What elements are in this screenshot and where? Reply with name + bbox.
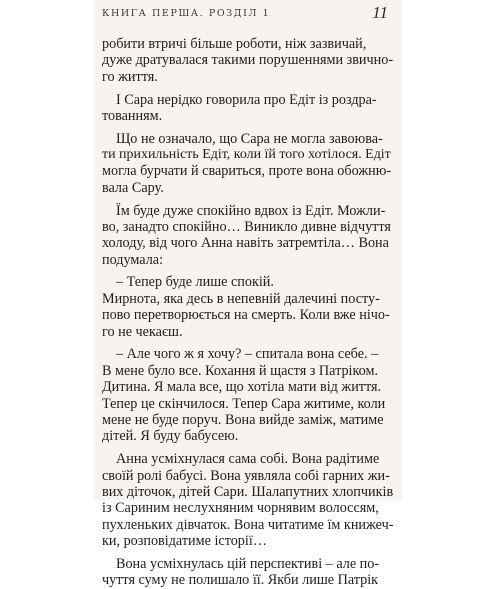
- text-line: вих діточок, дітей Сари. Шалапутних хлопчиків: [102, 483, 394, 500]
- text-line: Анна усміхнулася сама собі. Вона радітиме: [116, 451, 380, 468]
- text-line: дуже дратувалася такими порушеннями звично-: [102, 52, 394, 69]
- page-number: 11: [372, 3, 388, 22]
- text-line: во, занадто спокійно… Виникло дивне відчуття: [102, 218, 391, 235]
- text-line: із Сариним неслухняним чорнявим волоссям,: [102, 500, 379, 517]
- text-line: тованням.: [102, 107, 163, 124]
- text-line: вала Сару.: [102, 179, 164, 196]
- paragraph: [102, 92, 394, 125]
- paragraph: [102, 131, 394, 197]
- text-line: го життя.: [102, 68, 158, 85]
- paragraph: [102, 451, 394, 549]
- text-line: пухленьких дівчаток. Вона читатиме їм книжеч-: [102, 516, 394, 533]
- text-line: ки, розповідатиме історії…: [102, 533, 267, 550]
- text-line: – Але чого ж я хочу? – спитала вона себе. –: [116, 346, 379, 363]
- text-line: В мене було все. Кохання й щастя з Патріком.: [102, 362, 379, 379]
- text-line: Тепер це скінчилося. Тепер Сара житиме, коли: [102, 395, 386, 412]
- text-line: подумала:: [102, 251, 164, 268]
- text-line: мене не буде поруч. Вона вийде заміж, матиме: [102, 412, 384, 429]
- text-line: могла бурчати й свариться, проте вона обожню-: [102, 163, 392, 180]
- body-text: [102, 36, 394, 589]
- text-line: Вона усміхнулась цій перспективі – але по-: [116, 555, 380, 572]
- paragraph: [102, 203, 394, 269]
- running-head: КНИГА ПЕРША. РОЗДІЛ 1: [102, 8, 271, 19]
- text-line: І Сара нерідко говорила про Едіт із роздра-: [116, 91, 377, 108]
- text-line: – Тепер буде лише спокій.: [116, 274, 274, 291]
- paragraph: [102, 346, 394, 444]
- text-line: своїй ролі бабусі. Вона уявляла собі гарних жи-: [102, 467, 390, 484]
- text-line: Їм буде дуже спокійно вдвох із Едіт. Можли-: [116, 202, 386, 219]
- paragraph: [102, 36, 394, 85]
- text-line: дітей. Я буду бабусею.: [102, 428, 239, 445]
- text-line: Мирнота, яка десь в непевній далечині посту-: [102, 290, 380, 307]
- text-line: го не чекаєш.: [102, 323, 183, 340]
- text-line: пово перетворюється на смерть. Коли вже нічо-: [102, 307, 390, 324]
- book-page: [94, 0, 402, 589]
- text-line: Дитина. Я мала все, що хотіла мати від життя.: [102, 379, 382, 396]
- text-line: чуття суму не полишало її. Якби лише Патрік: [102, 572, 379, 589]
- paragraph: [102, 556, 394, 589]
- text-line: ти прихильність Едіт, коли їй того хотілося. Едіт: [102, 147, 391, 163]
- text-line: Що не означало, що Сара не могла завоюва-: [116, 130, 383, 147]
- paragraph: [102, 274, 394, 340]
- text-line: робити втричі більше роботи, ніж зазвичай,: [102, 36, 367, 52]
- text-line: холоду, від чого Анна навіть затремтіла… Вона: [102, 235, 389, 252]
